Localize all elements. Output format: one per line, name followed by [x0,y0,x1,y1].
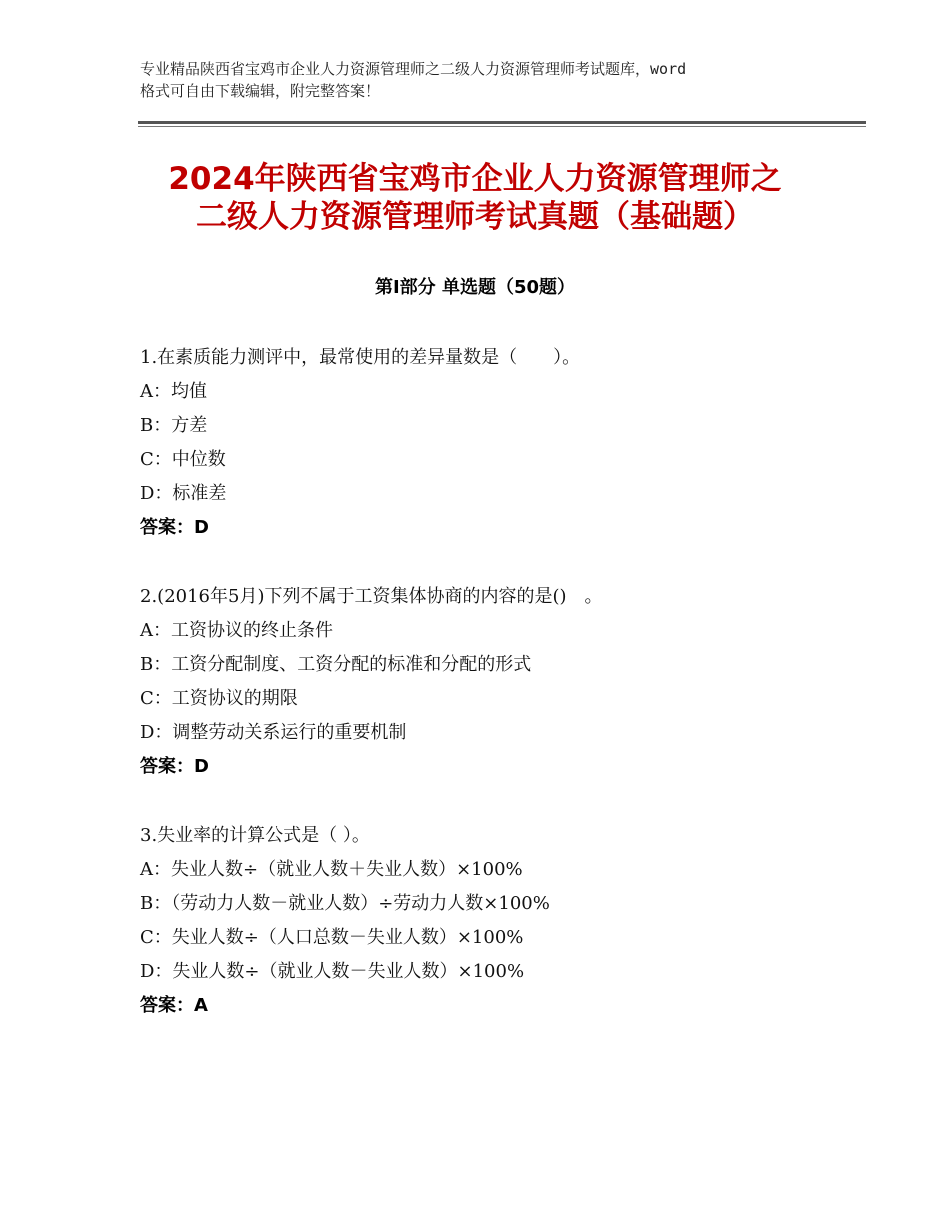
option-d: D：调整劳动关系运行的重要机制 [140,722,407,743]
option-c: C：中位数 [140,449,226,470]
option-b: B：（劳动力人数－就业人数）÷劳动力人数×100% [140,893,550,914]
answer: 答案：D [140,517,209,538]
question-2 [140,580,840,784]
option-a: A：失业人数÷（就业人数＋失业人数）×100% [140,859,523,880]
document-title-line-1: 2024年陕西省宝鸡市企业人力资源管理师之 [168,161,782,197]
header-divider-thin [138,126,866,127]
option-d: D：标准差 [140,483,227,504]
option-d: D：失业人数÷（就业人数－失业人数）×100% [140,961,525,982]
option-a: A：均值 [140,381,207,402]
header-note-line-1: 专业精品陕西省宝鸡市企业人力资源管理师之二级人力资源管理师考试题库，word [140,60,687,78]
answer: 答案：A [140,995,208,1016]
question-1 [140,341,840,545]
answer: 答案：D [140,756,209,777]
header-note-line-2: 格式可自由下载编辑，附完整答案！ [140,82,381,100]
option-a: A：工资协议的终止条件 [140,620,333,641]
option-b: B：方差 [140,415,208,436]
header-divider-thick [138,121,866,124]
question-3 [140,819,840,1023]
header-note [140,58,820,102]
question-stem: 3.失业率的计算公式是（ ）。 [140,825,370,846]
question-stem: 2.(2016年5月)下列不属于工资集体协商的内容的是() 。 [140,586,603,607]
option-c: C：工资协议的期限 [140,688,298,709]
section-title: 第Ⅰ部分 单选题（50题） [374,277,575,298]
document-title [100,160,850,236]
option-c: C：失业人数÷（人口总数－失业人数）×100% [140,927,524,948]
question-stem: 1.在素质能力测评中，最常使用的差异量数是（ ）。 [140,347,581,368]
option-b: B：工资分配制度、工资分配的标准和分配的形式 [140,654,532,675]
document-title-line-2: 二级人力资源管理师考试真题（基础题） [196,199,754,235]
